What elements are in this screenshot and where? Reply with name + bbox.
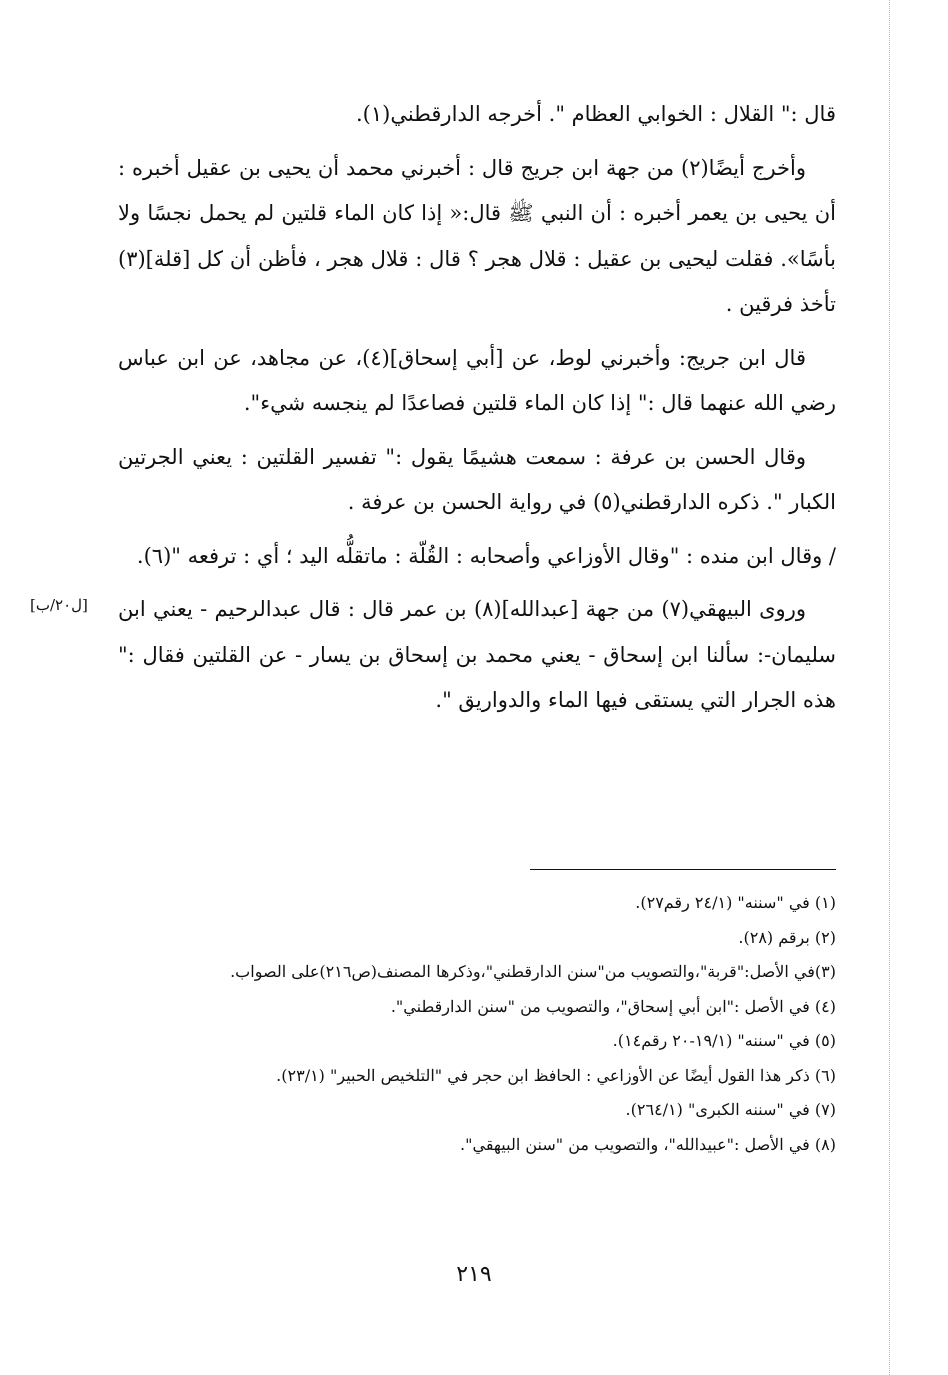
page-number: ٢١٩: [456, 1262, 492, 1287]
main-body-text: [118, 92, 836, 724]
paragraph-3: قال ابن جريج: وأخبرني لوط، عن [أبي إسحاق](٤)، عن مجاهد، عن ابن عباس رضي الله عنهما قال :" إذا كان الماء قلتين فصاعدًا لم ينجسه شيء".: [118, 345, 836, 415]
footnotes: [118, 886, 836, 1162]
footnote-8: (٨) في الأصل :"عبيدالله"، والتصويب من "سنن البيهقي".: [460, 1134, 836, 1154]
manuscript-folio-marker: [ل٢٠/ب]: [30, 596, 88, 614]
footnote-4: (٤) في الأصل :"ابن أبي إسحاق"، والتصويب من "سنن الدارقطني".: [390, 996, 836, 1016]
paragraph-1: قال :" القلال : الخوابي العظام ". أخرجه الدارقطني(١).: [355, 102, 836, 126]
footnote-7: (٧) في "سننه الكبرى" (٢٦٤/١).: [625, 1100, 836, 1119]
footnote-5: (٥) في "سننه" (١٩/١-٢٠ رقم١٤).: [612, 1031, 836, 1050]
footnote-2: (٢) برقم (٢٨).: [738, 927, 836, 947]
footnote-6: (٦) ذكر هذا القول أيضًا عن الأوزاعي : الحافظ ابن حجر في "التلخيص الحبير" (٢٣/١).: [276, 1065, 836, 1085]
footnote-3: (٣)في الأصل:"قربة"،والتصويب من"سنن الدارقطني"،وذكرها المصنف(ص٢١٦)على الصواب.: [230, 962, 836, 981]
paragraph-6: وروى البيهقي(٧) من جهة [عبدالله](٨) بن عمر قال : قال عبدالرحيم - يعني ابن سليمان-: سألنا ابن إسحاق - يعني محمد بن إسحاق بن يسار - عن القلتين فقال :" هذه الجرار التي يستقى فيها الماء والدواريق ".: [118, 597, 836, 712]
paragraph-2: وأخرج أيضًا(٢) من جهة ابن جريج قال : أخبرني محمد أن يحيى بن عقيل أخبره : أن يحيى بن يعمر أخبره : أن النبي ﷺ قال:« إذا كان الماء قلتين لم يحمل نجسًا ولا بأسًا». فقلت ليحيى بن عقيل : قلال هجر ؟ قال : قلال هجر ، فأظن أن كل [قلة](٣) تأخذ فرقين .: [118, 155, 836, 316]
paragraph-5: / وقال ابن منده : "وقال الأوزاعي وأصحابه : القُلّة : ماتقلُّه اليد ؛ أي : ترفعه "(٦).: [136, 543, 836, 568]
footnote-1: (١) في "سننه" (٢٤/١ رقم٢٧).: [635, 893, 836, 912]
footnote-separator: [530, 869, 836, 870]
paragraph-4: وقال الحسن بن عرفة : سمعت هشيمًا يقول :" تفسير القلتين : يعني الجرتين الكبار ". ذكره الدارقطني(٥) في رواية الحسن بن عرفة .: [118, 444, 836, 514]
scan-edge-dots: [889, 0, 890, 1375]
